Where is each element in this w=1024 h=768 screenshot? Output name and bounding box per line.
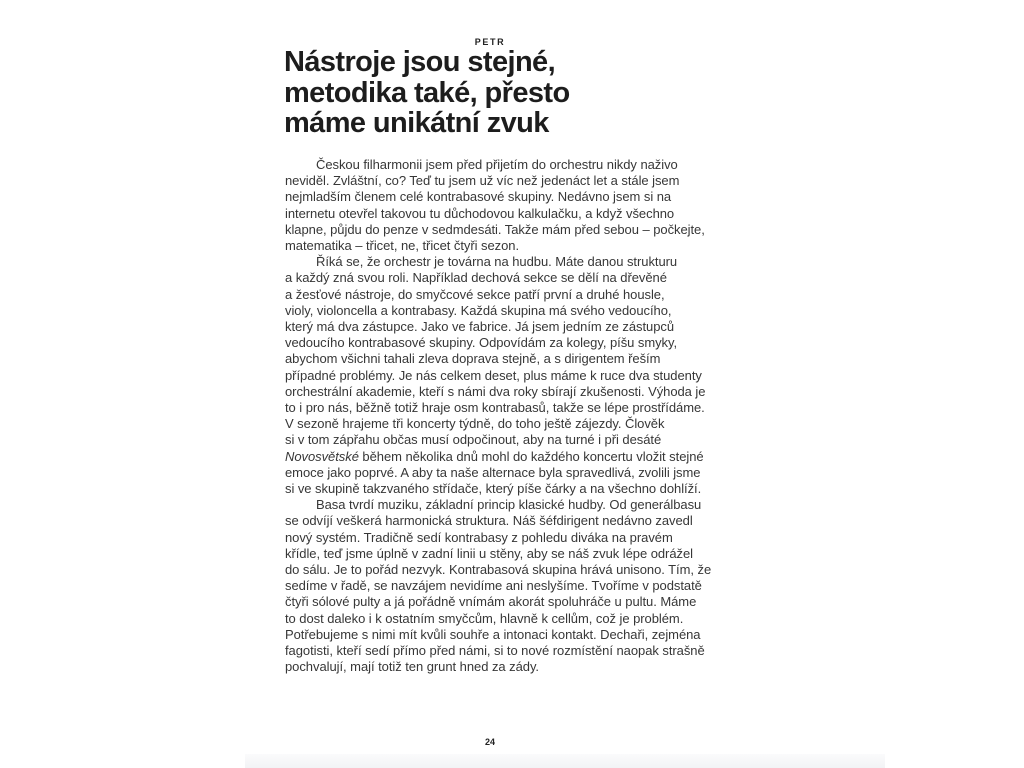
page-number: 24 [484, 737, 495, 747]
body-text-line: Novosvětské během několika dnů mohl do každého koncertu vložit stejné [285, 448, 704, 464]
body-text-line: pochvalují, mají totiž ten grunt hned za zády. [285, 659, 539, 675]
headline-line: metodika také, přesto [284, 76, 570, 109]
body-text-line: který má dva zástupce. Jako ve fabrice. Já jsem jedním ze zástupců [285, 319, 675, 335]
body-text-line: si ve skupině takzvaného střídače, který píše čárky a na všechno dohlíží. [285, 481, 702, 497]
body-text-line: orchestrální akademie, kteří s námi dva roky sbírají zkušenosti. Výhoda je [285, 383, 706, 399]
body-text-line: Potřebujeme s nimi mít kvůli souhře a intonaci kontakt. Dechaři, zejména [285, 626, 701, 642]
body-text-line: se odvíjí veškerá harmonická struktura. Náš šéfdirigent nedávno zavedl [285, 513, 693, 529]
body-text-line: violy, violoncella a kontrabasy. Každá skupina má svého vedoucího, [285, 302, 672, 318]
article-kicker: PETR [474, 37, 506, 47]
body-paragraph [285, 497, 711, 675]
article-body [285, 157, 711, 676]
body-text-line: internetu otevřel takovou tu důchodovou kalkulačku, a když všechno [285, 205, 675, 221]
body-text-line: matematika – třicet, ne, třicet čtyři sezon. [285, 238, 520, 254]
body-text-line: to dost daleko i k ostatním smyčcům, hlavně k cellům, což je problém. [285, 610, 684, 626]
body-text-line: abychom všichni tahali zleva doprava stejně, a s dirigentem řeším [285, 351, 661, 367]
page-bottom-edge [245, 754, 885, 768]
body-paragraph [285, 157, 711, 254]
body-text-line: Říká se, že orchestr je továrna na hudbu. Máte danou strukturu [316, 254, 678, 270]
body-text-line: si v tom zápřahu občas musí odpočinout, aby na turné i při desáté [285, 432, 662, 448]
body-text-line: do sálu. Je to pořád nezvyk. Kontrabasová skupina hrává unisono. Tím, že [285, 562, 712, 578]
headline-line: Nástroje jsou stejné, [284, 46, 556, 78]
body-text-line: to i pro nás, běžně totiž hraje osm kontrabasů, takže se lépe prostřídáme. [285, 400, 705, 416]
body-text-line: a žesťové nástroje, do smyčcové sekce patří první a druhé housle, [285, 286, 665, 302]
article-headline [284, 47, 570, 139]
body-text-line: případné problémy. Je nás celkem deset, plus máme k ruce dva studenty [285, 367, 702, 383]
body-text-line: neviděl. Zvláštní, co? Teď tu jsem už víc než jedenáct let a stále jsem [285, 173, 680, 189]
body-text-line: fagotisti, kteří sedí přímo před námi, si to nové rozmístění naopak strašně [285, 643, 705, 659]
body-text-line: Českou filharmonii jsem před přijetím do orchestru nikdy naživo [316, 157, 678, 172]
body-paragraph [285, 254, 711, 497]
body-text-line: křídle, teď jsme úplně v zadní linii u stěny, aby se náš zvuk lépe odrážel [285, 545, 693, 561]
body-text-line: a každý zná svou roli. Například dechová sekce se dělí na dřevěné [285, 270, 667, 286]
body-text-line: klapne, půjdu do penze v sedmdesáti. Takže mám před sebou – počkejte, [285, 221, 705, 237]
body-text-line: čtyři sólové pulty a já pořádně vnímám akorát spoluhráče u pultu. Máme [285, 594, 697, 610]
body-text-line: sedíme v řadě, se navzájem nevidíme ani neslyšíme. Tvoříme v podstatě [285, 578, 702, 594]
body-text-line: nový systém. Tradičně sedí kontrabasy z pohledu diváka na pravém [285, 529, 673, 545]
body-text-line: nejmladším členem celé kontrabasové skupiny. Nedávno jsem si na [285, 189, 672, 205]
headline-line: máme unikátní zvuk [284, 107, 549, 139]
body-text-line: V sezoně hrajeme tři koncerty týdně, do toho ještě zájezdy. Člověk [285, 416, 665, 432]
body-text-line: Basa tvrdí muziku, základní princip klasické hudby. Od generálbasu [316, 497, 702, 513]
body-text-line: emoce jako poprvé. A aby ta naše alternace byla spravedlivá, zvolili jsme [285, 464, 701, 480]
body-text-line: vedoucího kontrabasové skupiny. Odpovídám za kolegy, píšu smyky, [285, 335, 678, 351]
